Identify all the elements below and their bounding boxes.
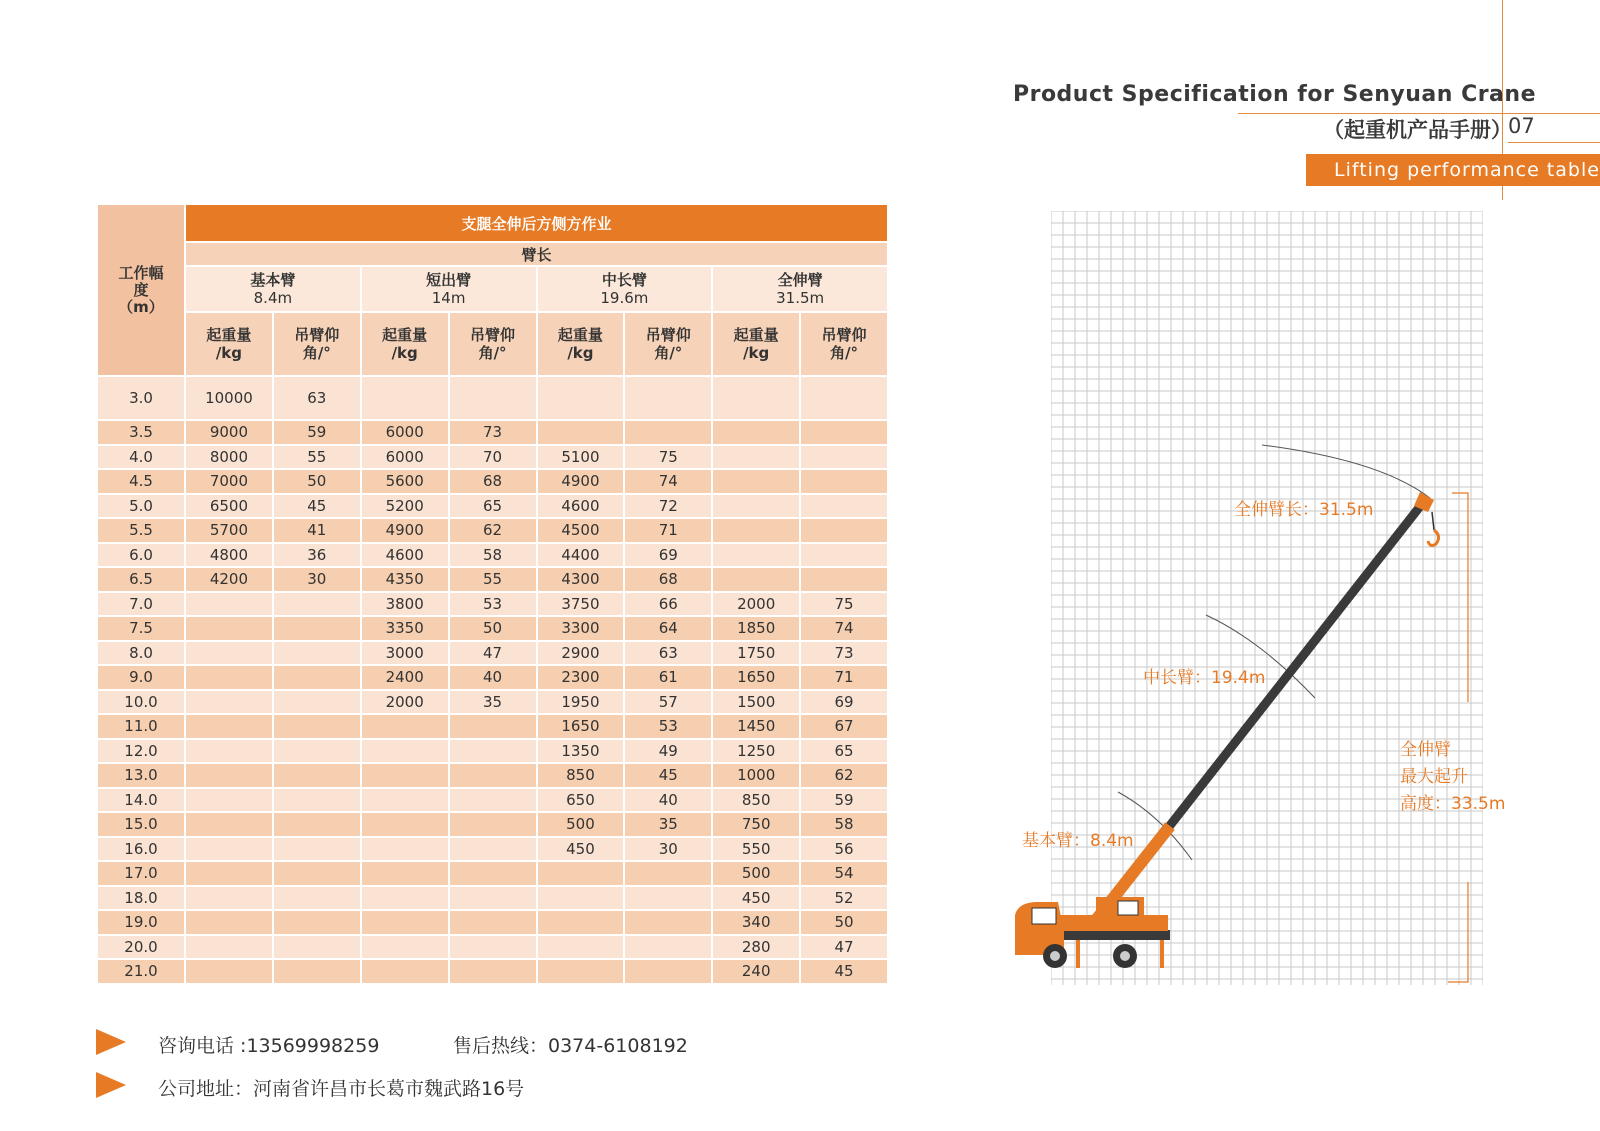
angle-cell: 30 <box>273 567 361 592</box>
radius-cell: 19.0 <box>97 910 185 935</box>
column-header-angle: 吊臂仰 角/° <box>624 312 712 376</box>
angle-cell <box>800 469 888 494</box>
load-cell: 1450 <box>712 714 800 739</box>
radius-cell: 4.0 <box>97 445 185 470</box>
angle-cell: 63 <box>624 641 712 666</box>
label-height-line3: 高度：33.5m <box>1400 794 1506 814</box>
angle-cell <box>449 959 537 984</box>
lifting-performance-table <box>96 203 889 985</box>
load-cell: 850 <box>537 763 625 788</box>
load-cell: 1750 <box>712 641 800 666</box>
load-cell <box>537 886 625 911</box>
load-cell <box>185 935 273 960</box>
angle-cell: 66 <box>624 592 712 617</box>
load-cell: 4300 <box>537 567 625 592</box>
load-cell <box>185 788 273 813</box>
load-cell: 500 <box>537 812 625 837</box>
radius-cell: 20.0 <box>97 935 185 960</box>
radius-cell: 3.0 <box>97 376 185 420</box>
load-cell <box>712 543 800 568</box>
angle-cell <box>273 910 361 935</box>
radius-cell: 9.0 <box>97 665 185 690</box>
load-cell <box>537 935 625 960</box>
angle-cell: 36 <box>273 543 361 568</box>
angle-cell <box>449 763 537 788</box>
load-cell: 4900 <box>361 518 449 543</box>
angle-cell: 69 <box>800 690 888 715</box>
angle-cell: 56 <box>800 837 888 862</box>
table-row <box>97 739 888 764</box>
angle-cell: 49 <box>624 739 712 764</box>
load-cell: 4600 <box>361 543 449 568</box>
hook-icon <box>1428 530 1439 545</box>
boom-section-full: 全伸臂 31.5m <box>712 266 888 312</box>
truck-wheel-rear-hub <box>1120 951 1130 961</box>
table-row <box>97 518 888 543</box>
angle-cell <box>800 376 888 420</box>
angle-cell: 45 <box>624 763 712 788</box>
load-cell: 4800 <box>185 543 273 568</box>
page-title: Product Specification for Senyuan Crane <box>1012 82 1536 107</box>
angle-cell: 68 <box>449 469 537 494</box>
load-cell: 240 <box>712 959 800 984</box>
angle-cell <box>449 910 537 935</box>
angle-cell: 72 <box>624 494 712 519</box>
load-cell: 5700 <box>185 518 273 543</box>
load-cell <box>361 935 449 960</box>
angle-cell <box>273 837 361 862</box>
load-cell: 1250 <box>712 739 800 764</box>
angle-cell: 53 <box>449 592 537 617</box>
angle-cell: 65 <box>449 494 537 519</box>
angle-cell <box>449 739 537 764</box>
load-cell: 1350 <box>537 739 625 764</box>
angle-cell <box>449 714 537 739</box>
load-cell: 8000 <box>185 445 273 470</box>
radius-cell: 18.0 <box>97 886 185 911</box>
load-cell <box>537 376 625 420</box>
angle-cell: 69 <box>624 543 712 568</box>
table-row <box>97 886 888 911</box>
section-banner <box>1306 154 1600 186</box>
column-header-load: 起重量 /kg <box>185 312 273 376</box>
load-cell <box>185 616 273 641</box>
radius-cell: 15.0 <box>97 812 185 837</box>
load-cell: 4200 <box>185 567 273 592</box>
angle-cell: 50 <box>449 616 537 641</box>
load-cell <box>537 910 625 935</box>
angle-cell <box>449 886 537 911</box>
section-label: Lifting performance table <box>1334 159 1600 181</box>
load-cell <box>185 812 273 837</box>
load-cell <box>185 886 273 911</box>
table-row <box>97 592 888 617</box>
radius-cell: 3.5 <box>97 420 185 445</box>
angle-cell <box>800 420 888 445</box>
angle-cell: 71 <box>800 665 888 690</box>
angle-cell: 65 <box>800 739 888 764</box>
crane-cabin-window <box>1118 901 1138 915</box>
load-cell: 2400 <box>361 665 449 690</box>
angle-cell <box>273 739 361 764</box>
load-cell: 6500 <box>185 494 273 519</box>
load-cell: 650 <box>537 788 625 813</box>
load-cell: 280 <box>712 935 800 960</box>
load-cell: 450 <box>537 837 625 862</box>
angle-cell: 45 <box>273 494 361 519</box>
height-bracket-top <box>1452 493 1468 702</box>
load-cell: 5200 <box>361 494 449 519</box>
angle-cell: 73 <box>800 641 888 666</box>
load-cell <box>361 837 449 862</box>
load-cell: 4500 <box>537 518 625 543</box>
page-number: 07 <box>1508 114 1535 138</box>
load-cell: 6000 <box>361 445 449 470</box>
load-cell <box>185 665 273 690</box>
angle-cell <box>800 494 888 519</box>
load-cell: 1000 <box>712 763 800 788</box>
load-cell: 5100 <box>537 445 625 470</box>
arrow-icon <box>96 1072 126 1098</box>
radius-cell: 12.0 <box>97 739 185 764</box>
angle-cell: 74 <box>624 469 712 494</box>
load-cell <box>185 739 273 764</box>
angle-cell <box>624 861 712 886</box>
load-cell: 9000 <box>185 420 273 445</box>
load-cell: 4600 <box>537 494 625 519</box>
angle-cell: 57 <box>624 690 712 715</box>
arrow-icon <box>96 1029 126 1055</box>
contact-phone: 咨询电话 :13569998259 <box>158 1035 380 1057</box>
radius-header-line2: 度 <box>133 280 149 299</box>
load-cell: 5600 <box>361 469 449 494</box>
angle-cell <box>624 910 712 935</box>
load-cell <box>361 788 449 813</box>
load-cell <box>361 910 449 935</box>
table-row <box>97 861 888 886</box>
angle-cell: 63 <box>273 376 361 420</box>
load-cell <box>361 959 449 984</box>
angle-cell <box>624 420 712 445</box>
radius-cell: 21.0 <box>97 959 185 984</box>
angle-cell <box>449 935 537 960</box>
load-cell: 3350 <box>361 616 449 641</box>
angle-cell: 35 <box>449 690 537 715</box>
load-cell <box>185 959 273 984</box>
angle-cell: 45 <box>800 959 888 984</box>
table-row <box>97 690 888 715</box>
load-cell: 4900 <box>537 469 625 494</box>
load-cell <box>185 837 273 862</box>
angle-cell <box>449 376 537 420</box>
boom-length-header: 臂长 <box>185 242 888 266</box>
load-cell: 2300 <box>537 665 625 690</box>
column-header-angle: 吊臂仰 角/° <box>449 312 537 376</box>
load-cell: 1850 <box>712 616 800 641</box>
angle-cell <box>273 861 361 886</box>
table-row <box>97 376 888 420</box>
load-cell: 1650 <box>537 714 625 739</box>
angle-cell <box>449 812 537 837</box>
angle-cell: 75 <box>624 445 712 470</box>
load-cell: 7000 <box>185 469 273 494</box>
boom-section-short: 短出臂 14m <box>361 266 537 312</box>
label-full-boom: 全伸臂长：31.5m <box>1234 500 1374 520</box>
table-row <box>97 763 888 788</box>
radius-cell: 6.5 <box>97 567 185 592</box>
radius-cell: 4.5 <box>97 469 185 494</box>
table-row <box>97 420 888 445</box>
load-cell <box>361 739 449 764</box>
angle-cell <box>624 886 712 911</box>
label-mid-boom: 中长臂：19.4m <box>1143 668 1266 688</box>
angle-cell <box>449 861 537 886</box>
label-height-line2: 最大起升 <box>1400 767 1468 787</box>
load-cell <box>712 420 800 445</box>
angle-cell: 50 <box>800 910 888 935</box>
radius-cell: 14.0 <box>97 788 185 813</box>
load-cell <box>537 959 625 984</box>
load-cell <box>185 690 273 715</box>
load-cell <box>712 518 800 543</box>
load-cell: 6000 <box>361 420 449 445</box>
angle-cell <box>273 788 361 813</box>
load-cell: 10000 <box>185 376 273 420</box>
angle-cell: 73 <box>449 420 537 445</box>
angle-cell: 59 <box>800 788 888 813</box>
load-cell <box>185 714 273 739</box>
load-cell: 750 <box>712 812 800 837</box>
angle-cell: 40 <box>624 788 712 813</box>
page-subtitle: （起重机产品手册） <box>1323 118 1512 142</box>
angle-cell <box>273 641 361 666</box>
angle-cell <box>273 592 361 617</box>
angle-cell: 40 <box>449 665 537 690</box>
radius-cell: 5.0 <box>97 494 185 519</box>
angle-cell: 55 <box>449 567 537 592</box>
boom-section-mid: 中长臂 19.6m <box>537 266 713 312</box>
boom-section-basic: 基本臂 8.4m <box>185 266 361 312</box>
angle-cell <box>800 445 888 470</box>
radius-cell: 5.5 <box>97 518 185 543</box>
table-row <box>97 812 888 837</box>
angle-cell <box>273 812 361 837</box>
angle-cell: 59 <box>273 420 361 445</box>
table-row <box>97 837 888 862</box>
load-cell <box>185 641 273 666</box>
angle-cell <box>273 714 361 739</box>
column-header-angle: 吊臂仰 角/° <box>273 312 361 376</box>
angle-cell <box>800 543 888 568</box>
column-header-load: 起重量 /kg <box>537 312 625 376</box>
load-cell: 3300 <box>537 616 625 641</box>
load-cell <box>712 445 800 470</box>
load-cell <box>537 861 625 886</box>
load-cell <box>185 861 273 886</box>
angle-cell: 62 <box>449 518 537 543</box>
table-row <box>97 445 888 470</box>
table-row <box>97 469 888 494</box>
angle-cell <box>273 665 361 690</box>
truck-window <box>1032 908 1056 924</box>
radius-header <box>97 204 185 376</box>
load-cell <box>185 763 273 788</box>
angle-cell: 30 <box>624 837 712 862</box>
angle-cell: 55 <box>273 445 361 470</box>
load-cell <box>712 567 800 592</box>
load-cell <box>361 714 449 739</box>
arc-full-boom <box>1262 445 1430 498</box>
load-cell: 450 <box>712 886 800 911</box>
angle-cell: 52 <box>800 886 888 911</box>
load-cell: 4350 <box>361 567 449 592</box>
radius-cell: 7.0 <box>97 592 185 617</box>
radius-cell: 7.5 <box>97 616 185 641</box>
load-cell: 3800 <box>361 592 449 617</box>
load-cell: 3750 <box>537 592 625 617</box>
angle-cell: 61 <box>624 665 712 690</box>
table-row <box>97 641 888 666</box>
table-row <box>97 959 888 984</box>
table-row <box>97 665 888 690</box>
load-cell: 500 <box>712 861 800 886</box>
angle-cell <box>624 935 712 960</box>
load-cell: 850 <box>712 788 800 813</box>
load-cell <box>185 592 273 617</box>
angle-cell: 58 <box>449 543 537 568</box>
angle-cell <box>800 567 888 592</box>
load-cell <box>361 861 449 886</box>
load-cell <box>361 812 449 837</box>
angle-cell: 41 <box>273 518 361 543</box>
radius-cell: 17.0 <box>97 861 185 886</box>
angle-cell <box>273 935 361 960</box>
table-row <box>97 543 888 568</box>
angle-cell <box>624 959 712 984</box>
load-cell: 550 <box>712 837 800 862</box>
load-cell <box>712 376 800 420</box>
angle-cell: 74 <box>800 616 888 641</box>
angle-cell <box>273 690 361 715</box>
label-base-boom: 基本臂：8.4m <box>1022 831 1134 851</box>
service-hotline: 售后热线：0374-6108192 <box>453 1035 688 1057</box>
radius-cell: 13.0 <box>97 763 185 788</box>
load-cell <box>712 494 800 519</box>
load-cell: 4400 <box>537 543 625 568</box>
radius-header-line1: 工作幅 <box>118 263 164 282</box>
radius-cell: 16.0 <box>97 837 185 862</box>
radius-cell: 11.0 <box>97 714 185 739</box>
angle-cell: 67 <box>800 714 888 739</box>
load-cell: 2000 <box>361 690 449 715</box>
angle-cell: 35 <box>624 812 712 837</box>
load-cell: 340 <box>712 910 800 935</box>
company-address: 公司地址：河南省许昌市长葛市魏武路16号 <box>158 1078 525 1100</box>
table-top-title: 支腿全伸后方侧方作业 <box>185 204 888 242</box>
load-cell: 1950 <box>537 690 625 715</box>
angle-cell <box>449 837 537 862</box>
radius-cell: 6.0 <box>97 543 185 568</box>
label-height-line1: 全伸臂 <box>1400 740 1451 760</box>
angle-cell <box>800 518 888 543</box>
radius-cell: 10.0 <box>97 690 185 715</box>
load-cell <box>185 910 273 935</box>
angle-cell: 53 <box>624 714 712 739</box>
table-row <box>97 935 888 960</box>
column-header-load: 起重量 /kg <box>712 312 800 376</box>
angle-cell <box>273 959 361 984</box>
table-row <box>97 616 888 641</box>
angle-cell <box>273 886 361 911</box>
column-header-load: 起重量 /kg <box>361 312 449 376</box>
angle-cell: 54 <box>800 861 888 886</box>
load-cell: 1650 <box>712 665 800 690</box>
angle-cell: 75 <box>800 592 888 617</box>
table-row <box>97 567 888 592</box>
angle-cell: 50 <box>273 469 361 494</box>
table-row <box>97 494 888 519</box>
angle-cell <box>449 788 537 813</box>
load-cell <box>361 886 449 911</box>
radius-cell: 8.0 <box>97 641 185 666</box>
angle-cell: 68 <box>624 567 712 592</box>
load-cell: 2900 <box>537 641 625 666</box>
table-row <box>97 714 888 739</box>
radius-header-line3: （m） <box>118 297 164 316</box>
load-cell: 3000 <box>361 641 449 666</box>
angle-cell <box>624 376 712 420</box>
height-bracket-bottom <box>1448 882 1468 982</box>
angle-cell: 47 <box>449 641 537 666</box>
load-cell <box>361 376 449 420</box>
truck-wheel-front-hub <box>1050 951 1060 961</box>
table-row <box>97 910 888 935</box>
angle-cell <box>273 616 361 641</box>
angle-cell: 70 <box>449 445 537 470</box>
angle-cell <box>273 763 361 788</box>
angle-cell: 47 <box>800 935 888 960</box>
angle-cell: 71 <box>624 518 712 543</box>
angle-cell: 58 <box>800 812 888 837</box>
load-cell: 2000 <box>712 592 800 617</box>
load-cell <box>361 763 449 788</box>
load-cell <box>537 420 625 445</box>
angle-cell: 64 <box>624 616 712 641</box>
angle-cell: 62 <box>800 763 888 788</box>
column-header-angle: 吊臂仰 角/° <box>800 312 888 376</box>
page-number-rule <box>1508 142 1600 143</box>
table-row <box>97 788 888 813</box>
hook-rope <box>1432 512 1434 530</box>
load-cell <box>712 469 800 494</box>
load-cell: 1500 <box>712 690 800 715</box>
